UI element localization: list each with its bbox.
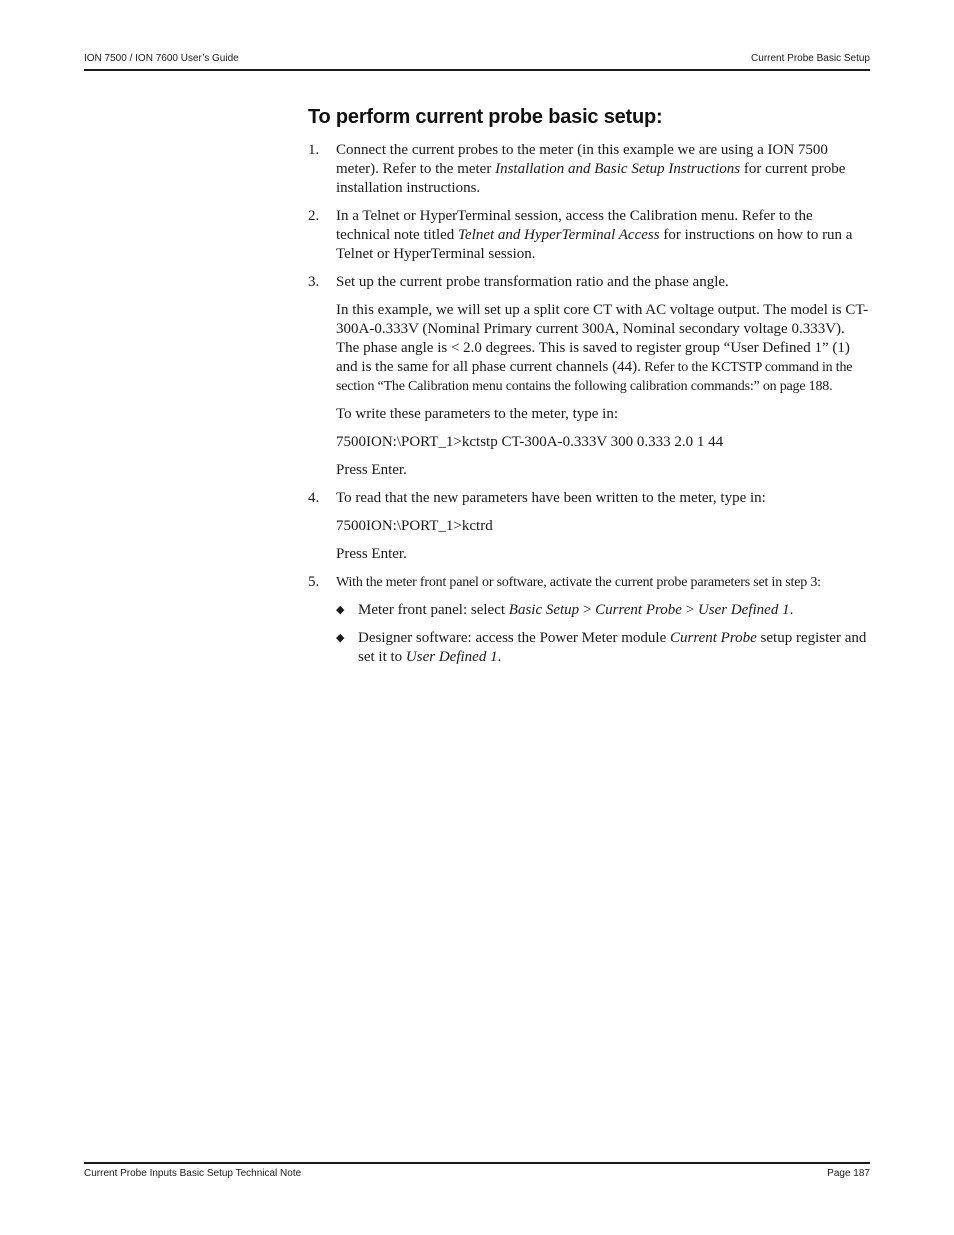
- menu-path-item: Current Probe: [595, 602, 682, 618]
- footer-rule: [84, 1162, 870, 1164]
- step-5: [308, 573, 870, 592]
- step-3-example-paragraph: [308, 301, 870, 396]
- bullet-text: .: [789, 602, 794, 618]
- header-rule: [84, 69, 870, 71]
- step-text: To read that the new parameters have been written to the meter, type in:: [336, 490, 766, 506]
- step-number: 1.: [308, 142, 320, 158]
- header-document-title: ION 7500 / ION 7600 User’s Guide: [84, 53, 239, 64]
- menu-path-separator: >: [681, 602, 698, 618]
- header-section-title: Current Probe Basic Setup: [751, 53, 870, 64]
- step-text: for current probe installation instructions.: [336, 161, 846, 196]
- footer-document-title: Current Probe Inputs Basic Setup Technical Note: [84, 1168, 302, 1179]
- step-1: [308, 141, 870, 198]
- step-number: 3.: [308, 274, 320, 290]
- diamond-bullet-icon: ◆: [336, 604, 345, 616]
- step-4-press-enter: Press Enter.: [336, 546, 407, 562]
- bullet-front-panel: [308, 601, 870, 620]
- menu-path-item: User Defined 1: [697, 602, 790, 618]
- step-3-press-enter: Press Enter.: [336, 462, 407, 478]
- menu-path-separator: >: [579, 602, 596, 618]
- bullet-text: Meter front panel: select: [358, 602, 509, 618]
- bullet-text: setup register and set it to: [358, 630, 867, 665]
- step-3-instruction: To write these parameters to the meter, type in:: [336, 406, 618, 422]
- page-title: To perform current probe basic setup:: [308, 106, 663, 128]
- diamond-bullet-icon: ◆: [336, 632, 345, 644]
- step-emphasis: Installation and Basic Setup Instructions: [495, 161, 741, 177]
- step-emphasis: Telnet and HyperTerminal Access: [458, 227, 660, 243]
- step-3: [308, 273, 870, 292]
- step-text: In a Telnet or HyperTerminal session, access the Calibration menu. Refer to the technical note titled: [336, 208, 813, 243]
- bullet-emphasis: User Defined 1: [405, 649, 498, 665]
- procedure-steps: [308, 141, 870, 676]
- step-number: 2.: [308, 208, 320, 224]
- step-3-command: 7500ION:\PORT_1>kctstp CT-300A-0.333V 300 0.333 2.0 1 44: [336, 434, 724, 450]
- example-reference: Refer to the KCTSTP command in the section “The Calibration menu contains the following calibration commands:” on page 188.: [336, 360, 853, 394]
- step-4: [308, 489, 870, 508]
- bullet-designer-software: [308, 629, 870, 667]
- menu-path-item: Basic Setup: [508, 602, 580, 618]
- step-number: 5.: [308, 574, 320, 590]
- example-description: In this example, we will set up a split core CT with AC voltage output. The model is CT-300A-0.333V (Nominal Primary current 300A, Nominal secondary voltage 0.333V). The phase angle is < 2.0 degrees. This is saved to register group “User Defined 1” (1) and is the same for all phase current channels (44).: [336, 302, 869, 375]
- page-number: Page 187: [827, 1168, 870, 1179]
- step-2: [308, 207, 870, 264]
- bullet-text: Designer software: access the Power Meter module: [358, 630, 670, 646]
- step-4-command: 7500ION:\PORT_1>kctrd: [336, 518, 493, 534]
- bullet-emphasis: Current Probe: [669, 630, 757, 646]
- step-text: With the meter front panel or software, activate the current probe parameters set in step 3:: [336, 575, 821, 590]
- step-number: 4.: [308, 490, 320, 506]
- step-text: Connect the current probes to the meter (in this example we are using a ION 7500 meter). Refer to the meter: [336, 142, 828, 177]
- bullet-text: .: [497, 649, 502, 665]
- step-text: for instructions on how to run a Telnet or HyperTerminal session.: [336, 227, 853, 262]
- step-text: Set up the current probe transformation ratio and the phase angle.: [336, 274, 729, 290]
